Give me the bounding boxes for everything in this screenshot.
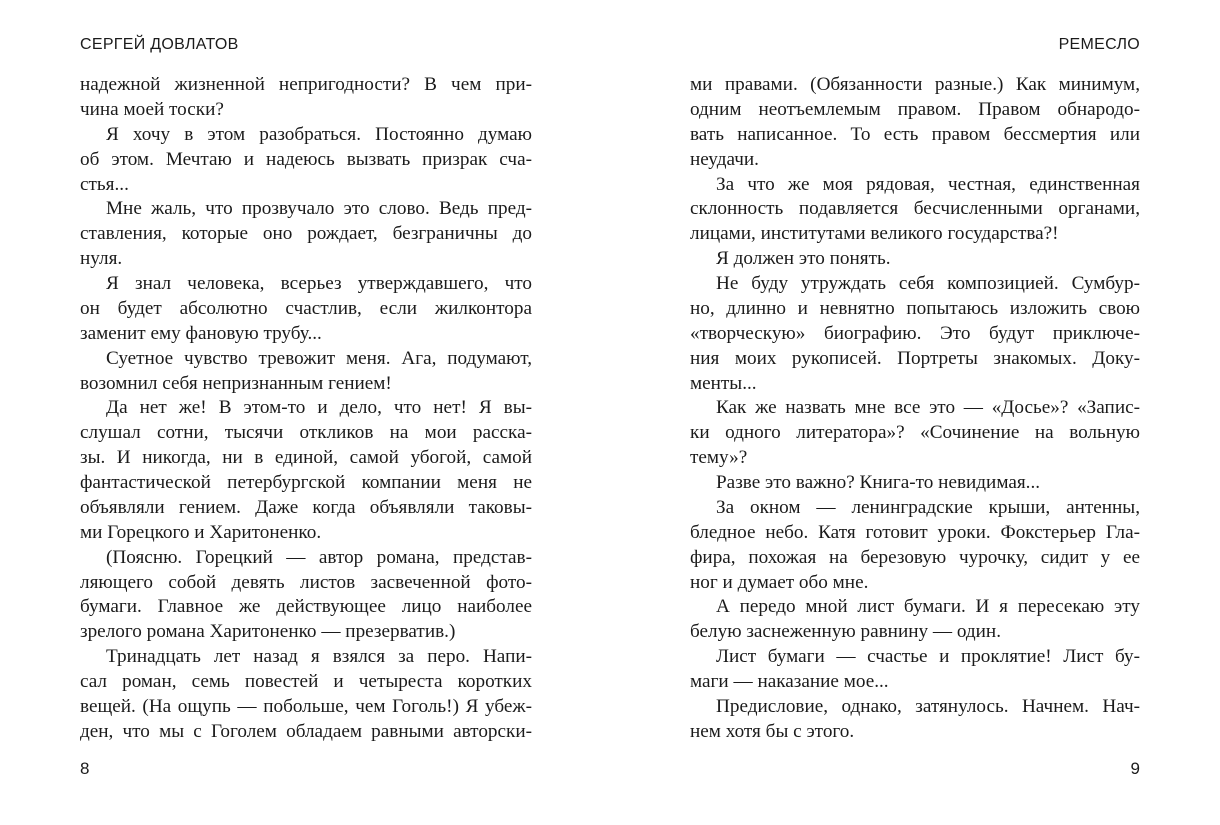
left-page-text — [80, 73, 532, 745]
text-line: белую заснеженную равнину — один. — [690, 621, 1001, 643]
text-line: За окном — ленинградские крыши, антенны, — [716, 496, 1140, 518]
right-page — [690, 0, 1140, 825]
text-line: Лист бумаги — счастье и проклятие! Лист бу- — [716, 646, 1140, 668]
text-line: об этом. Мечтаю и надеюсь вызвать призрак сча- — [80, 148, 532, 170]
text-line: Мне жаль, что прозвучало это слово. Ведь пред- — [106, 198, 532, 220]
text-line: бумаги. Главное же действующее лицо наиболее — [80, 596, 532, 618]
text-line: но, длинно и невнятно попытаюсь изложить свою — [690, 297, 1140, 319]
text-line: нуля. — [80, 248, 123, 270]
text-line: фантастической петербургской компании меня не — [80, 472, 532, 493]
page-number: 9 — [1130, 759, 1140, 778]
text-line: Тринадцать лет назад я взялся за перо. Напи- — [106, 646, 532, 668]
text-line: надежной жизненной непригодности? В чем при- — [80, 74, 532, 95]
text-line: объявляли гением. Даже когда объявляли таковы- — [80, 496, 532, 518]
text-line: А передо мной лист бумаги. И я пересекаю эту — [716, 596, 1140, 618]
running-head-author: СЕРГЕЙ ДОВЛАТОВ — [80, 36, 239, 53]
text-line: ки одного литератора»? «Сочинение на вольную — [690, 422, 1140, 444]
text-line: бледное небо. Катя готовит уроки. Фокстерьер Гла- — [690, 521, 1140, 543]
text-line: ног и думает обо мне. — [690, 571, 869, 593]
text-line: «творческую» биографию. Это будут приключе- — [690, 322, 1140, 344]
text-line: Предисловие, однако, затянулось. Начнем. Нач- — [716, 695, 1140, 717]
text-line: тему»? — [690, 447, 748, 469]
text-line: ми Горецкого и Харитоненко. — [80, 521, 322, 543]
text-line: фира, похожая на березовую чурочку, сидит у ее — [690, 546, 1140, 568]
text-line: ния моих рукописей. Портреты знакомых. Доку- — [690, 347, 1140, 369]
text-line: одним неотъемлемым правом. Правом обнародо- — [690, 98, 1140, 120]
text-line: зы. И никогда, ни в единой, самой убогой, самой — [80, 447, 532, 469]
text-line: ляющего собой девять листов засвеченной фото- — [80, 571, 532, 593]
text-line: заменит ему фановую трубу... — [80, 322, 322, 344]
text-line: ставления, которые оно рождает, безграничны до — [80, 223, 532, 245]
text-line: Да нет же! В этом-то и дело, что нет! Я вы- — [106, 397, 532, 419]
text-line: ден, что мы с Гоголем обладаем равными авторски- — [80, 720, 532, 742]
text-line: склонность подавляется бесчисленными органами, — [690, 198, 1140, 220]
text-line: Я должен это понять. — [716, 248, 891, 270]
left-page — [80, 0, 532, 825]
text-line: Суетное чувство тревожит меня. Ага, подумают, — [106, 347, 532, 369]
text-line: неудачи. — [690, 148, 759, 170]
text-line: маги — наказание мое... — [690, 671, 889, 692]
text-line: нем хотя бы с этого. — [690, 720, 855, 742]
text-line: ми правами. (Обязанности разные.) Как минимум, — [690, 74, 1140, 95]
text-line: стья... — [80, 173, 129, 195]
text-line: Я знал человека, всерьез утверждавшего, что — [106, 273, 532, 294]
text-line: Не буду утруждать себя композицией. Сумбур- — [716, 273, 1140, 294]
text-line: (Поясню. Горецкий — автор романа, представ- — [106, 546, 532, 568]
text-line: возомнил себя непризнанным гением! — [80, 372, 392, 394]
text-line: менты... — [690, 372, 757, 394]
text-line: Разве это важно? Книга-то невидимая... — [716, 472, 1041, 493]
text-line: сал роман, семь повестей и четыреста коротких — [80, 671, 532, 692]
page-number: 8 — [80, 759, 90, 778]
text-line: вать написанное. То есть правом бессмертия или — [690, 123, 1140, 145]
text-line: Как же назвать мне все это — «Досье»? «Запис- — [716, 397, 1140, 419]
text-line: лицами, институтами великого государства?! — [690, 223, 1059, 245]
text-line: Я хочу в этом разобраться. Постоянно думаю — [106, 123, 532, 145]
text-line: чина моей тоски? — [80, 98, 224, 120]
text-line: слушал сотни, тысячи откликов на мои расска- — [80, 422, 532, 444]
running-head-title: РЕМЕСЛО — [1058, 36, 1140, 53]
text-line: зрелого романа Харитоненко — презерватив.) — [80, 621, 456, 643]
text-line: вещей. (На ощупь — побольше, чем Гоголь!) Я убеж- — [80, 695, 532, 717]
text-line: он будет абсолютно счастлив, если жилконтора — [80, 297, 532, 319]
right-page-text — [690, 73, 1140, 745]
text-line: За что же моя рядовая, честная, единственная — [716, 173, 1140, 195]
